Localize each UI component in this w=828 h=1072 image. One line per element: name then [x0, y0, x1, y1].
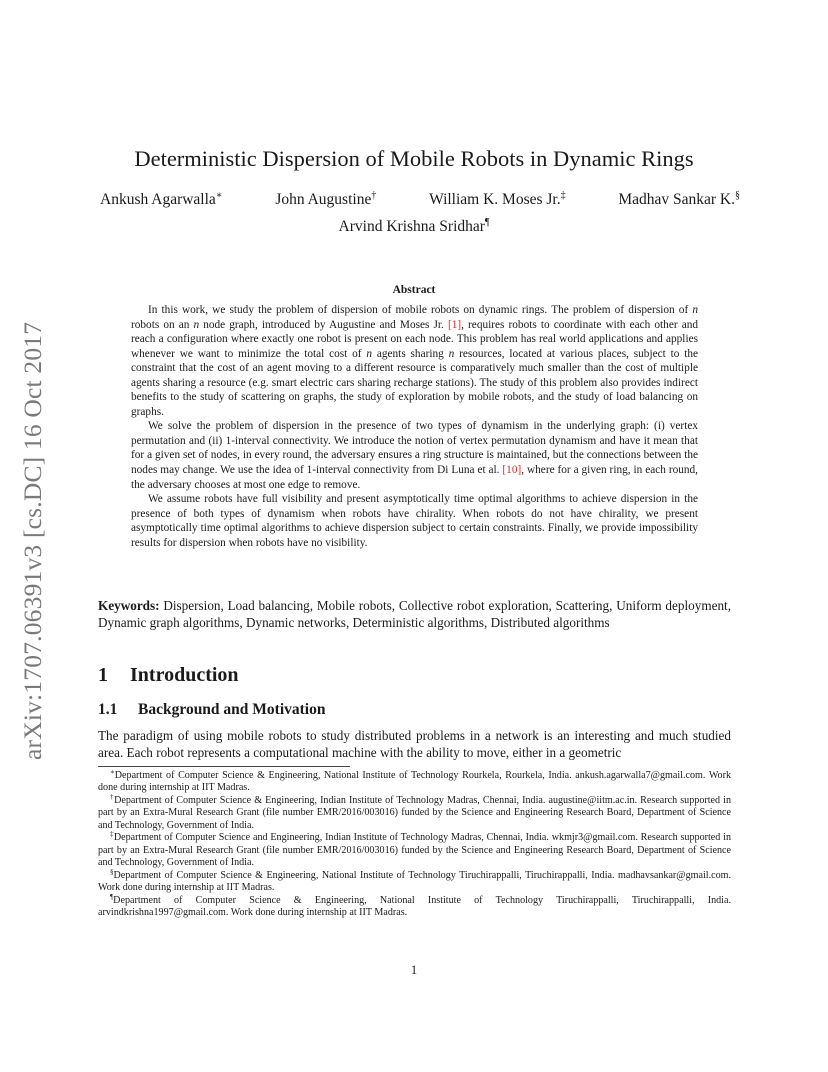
author-list: [100, 191, 740, 209]
paper-title: Deterministic Dispersion of Mobile Robots in Dynamic Rings: [134, 146, 694, 171]
author-name: Madhav Sankar K.§: [618, 190, 740, 208]
footnotes: [98, 770, 731, 919]
abstract-body: [131, 303, 698, 550]
author-name: William K. Moses Jr.‡: [429, 190, 566, 208]
citation-link[interactable]: [1]: [447, 318, 462, 331]
abstract-paragraph: In this work, we study the problem of dispersion of mobile robots on dynamic rings. The problem of dispersion of n robots on an n node graph, introduced by Augustine and Moses Jr. [1], requires robots to coordinate with each other and reach a configuration where exactly one robot is present on each node. This problem has real world applications and applies whenever we want to minimize the total cost of n agents sharing n resources, located at various places, subject to the constraint that the cost of an agent moving to a different resource is comparatively much smaller than the cost of multiple agents sharing a resource (e.g. smart electric cars sharing recharge stations). The study of this problem also provides indirect benefits to the study of scattering on graphs, the study of exploration by mobile robots, and the study of load balancing on graphs.: [131, 304, 699, 418]
abstract-heading: Abstract: [392, 284, 436, 296]
author-list-second-row: [0, 218, 828, 236]
author-name: Ankush Agarwalla∗: [100, 190, 223, 208]
footnote-divider: [98, 766, 350, 767]
arxiv-identifier-stamp: arXiv:1707.06391v3 [cs.DC] 16 Oct 2017: [18, 321, 47, 760]
keywords-label: Keywords:: [98, 598, 160, 613]
footnote: ‡Department of Computer Science and Engineering, Indian Institute of Technology Madras, Chennai, India. wkmjr3@gmail.com. Research supported in part by an Extra-Mural Research Grant (file number EMR/2016/003016) funded by the Science and Engineering Research Board, Department of Science and Technology, Government of India.: [98, 830, 731, 869]
intro-paragraph: The paradigm of using mobile robots to study distributed problems in a network is an interesting and much studied area. Each robot represents a computational machine with the ability to move, either in a geometric: [98, 728, 731, 761]
footnote: ¶Department of Computer Science & Engineering, National Institute of Technology Tiruchirappalli, Tiruchirappalli, India. arvindkrishna1997@gmail.com. Work done during internship at IIT Madras.: [98, 892, 731, 918]
abstract-paragraph: We solve the problem of dispersion in the presence of two types of dynamism in the underlying graph: (i) vertex permutation and (ii) 1-interval connectivity. We introduce the notion of vertex permutation dynamism and have it mean that for a given set of nodes, in every round, the adversary ensures a ring structure is maintained, but the connections between the nodes may change. We use the idea of 1-interval connectivity from Di Luna et al. [10], where for a given ring, in each round, the adversary chooses at most one edge to remove.: [131, 420, 698, 491]
keywords: [98, 597, 731, 631]
section-heading: 1 Introduction: [98, 664, 239, 686]
footnote: §Department of Computer Science & Engineering, National Institute of Technology Tiruchirappalli, Tiruchirappalli, India. madhavsankar@gmail.com. Work done during internship at IIT Madras.: [98, 867, 731, 894]
keywords-text: Dispersion, Load balancing, Mobile robots, Collective robot exploration, Scattering, Uniform deployment, Dynamic graph algorithms, Dynamic networks, Deterministic algorithms, Distributed algorithms: [98, 598, 731, 631]
page-number: 1: [410, 963, 418, 977]
author-name: John Augustine†: [275, 190, 377, 208]
citation-link[interactable]: [10]: [502, 464, 522, 477]
author-name: Arvind Krishna Sridhar¶: [338, 217, 490, 235]
footnote: †Department of Computer Science & Engineering, Indian Institute of Technology Madras, Chennai, India. augustine@iitm.ac.in. Research supported in part by an Extra-Mural Research Grant (file number EMR/2016/003016) funded by the Science and Engineering Research Board, Department of Science and Technology, Government of India.: [98, 792, 731, 831]
abstract-paragraph: We assume robots have full visibility and present asymptotically time optimal algorithms to achieve dispersion in the presence of both types of dynamism when robots have chirality. When robots do not have chirality, we present asymptotically time optimal algorithms to achieve dispersion subject to certain constraints. Finally, we provide impossibility results for dispersion when robots have no visibility.: [131, 493, 698, 549]
footnote: ∗Department of Computer Science & Engineering, National Institute of Technology Rourkela, Rourkela, India. ankush.agarwalla7@gmail.com. Work done during internship at IIT Madras.: [98, 768, 731, 794]
subsection-heading: 1.1 Background and Motivation: [98, 701, 326, 718]
